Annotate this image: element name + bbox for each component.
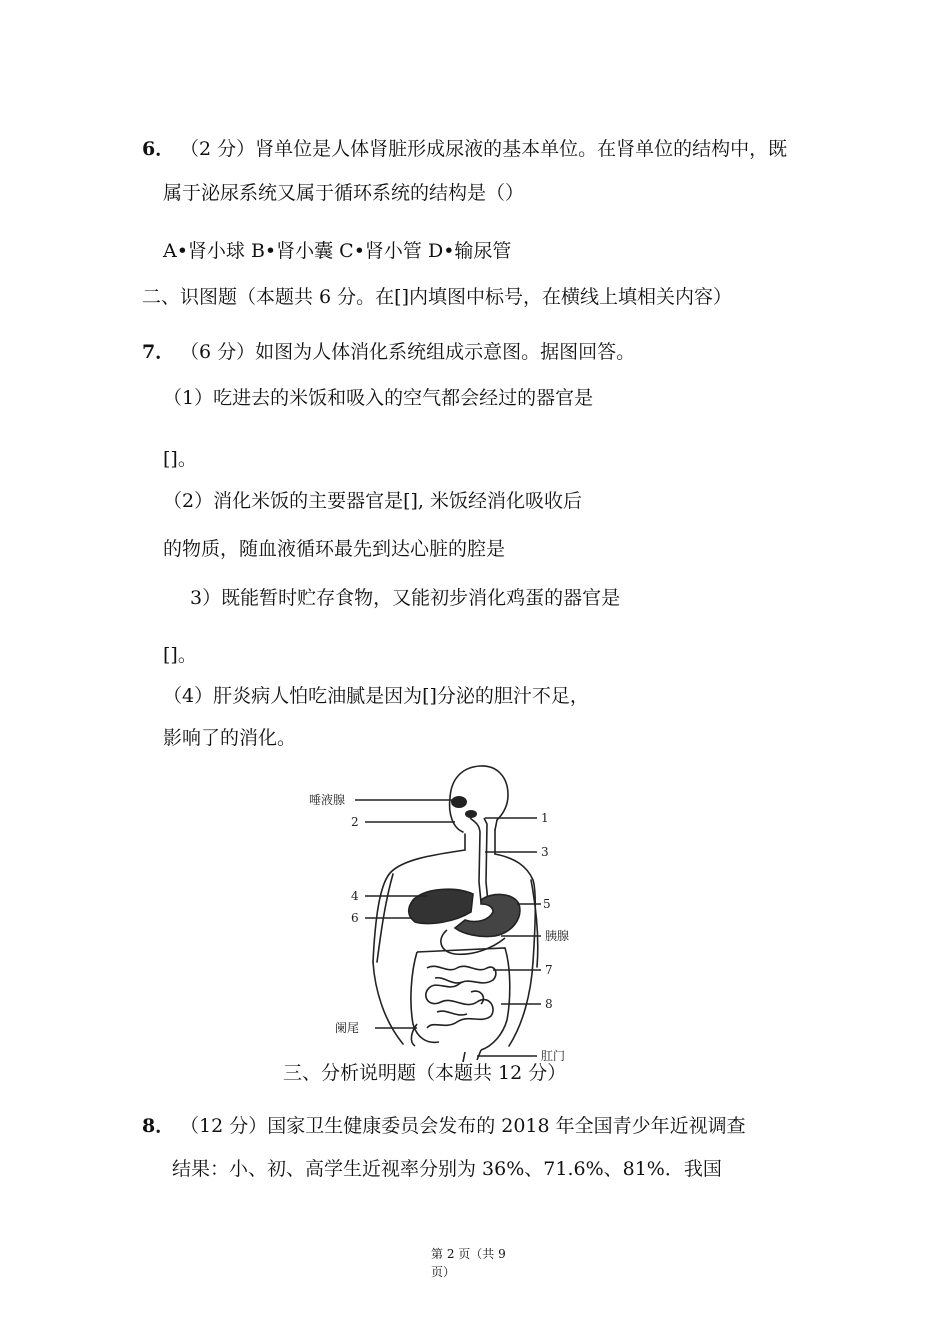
label-7: 7 [545,963,553,977]
q7-part4-line1: （4）肝炎病人怕吃油腻是因为[]分泌的胆汁不足， [163,685,589,707]
q8-stem-line1: （12 分）国家卫生健康委员会发布的 2018 年全国青少年近视调查 [180,1115,746,1137]
q7-number: 7． [142,341,175,363]
q7-part1-blank: []。 [163,448,197,470]
q7-part3-blank: []。 [163,644,197,666]
page-footer-line2: 页） [431,1265,456,1279]
q7-part3: 3）既能暂时贮存食物，又能初步消化鸡蛋的器官是 [190,587,621,609]
q8-number: 8． [142,1115,175,1137]
q7-part4-line2: 影响了的消化。 [163,727,297,749]
label-3: 3 [541,845,549,859]
q6-options: A•肾小球 B•肾小囊 C•肾小管 D•输尿管 [163,240,512,262]
q7-stem: （6 分）如图为人体消化系统组成示意图。据图回答。 [180,341,636,363]
label-pancreas: 胰腺 [545,929,570,943]
q7-part2-line2: 的物质，随血液循环最先到达心脏的腔是 [163,538,506,560]
label-anus: 肛门 [541,1049,566,1062]
q6-stem-line2: 属于泌尿系统又属于循环系统的结构是（） [163,182,525,204]
q7-part1: （1）吃进去的米饭和吸入的空气都会经过的器官是 [163,387,594,409]
label-appendix: 阑尾 [335,1021,360,1035]
digestive-system-figure [305,762,595,1062]
section-2-heading: 二、识图题（本题共 6 分。在[]内填图中标号，在横线上填相关内容） [142,286,732,308]
q6-stem-line1: （2 分）肾单位是人体肾脏形成尿液的基本单位。在肾单位的结构中，既 [180,138,788,160]
label-4: 4 [351,889,359,903]
label-6: 6 [351,911,359,925]
label-2: 2 [351,815,359,829]
section-3-heading: 三、分析说明题（本题共 12 分） [283,1062,567,1084]
page-footer-line1: 第 2 页（共 9 [431,1247,506,1261]
label-salivary-gland: 唾液腺 [309,793,346,807]
q8-stem-line2: 结果：小、初、高学生近视率分别为 36%、71.6%、81%．我国 [172,1158,722,1180]
label-1: 1 [541,811,549,825]
q7-part2-line1: （2）消化米饭的主要器官是[], 米饭经消化吸收后 [163,490,582,512]
label-8: 8 [545,997,553,1011]
label-5: 5 [543,897,551,911]
q6-number: 6． [142,138,175,160]
